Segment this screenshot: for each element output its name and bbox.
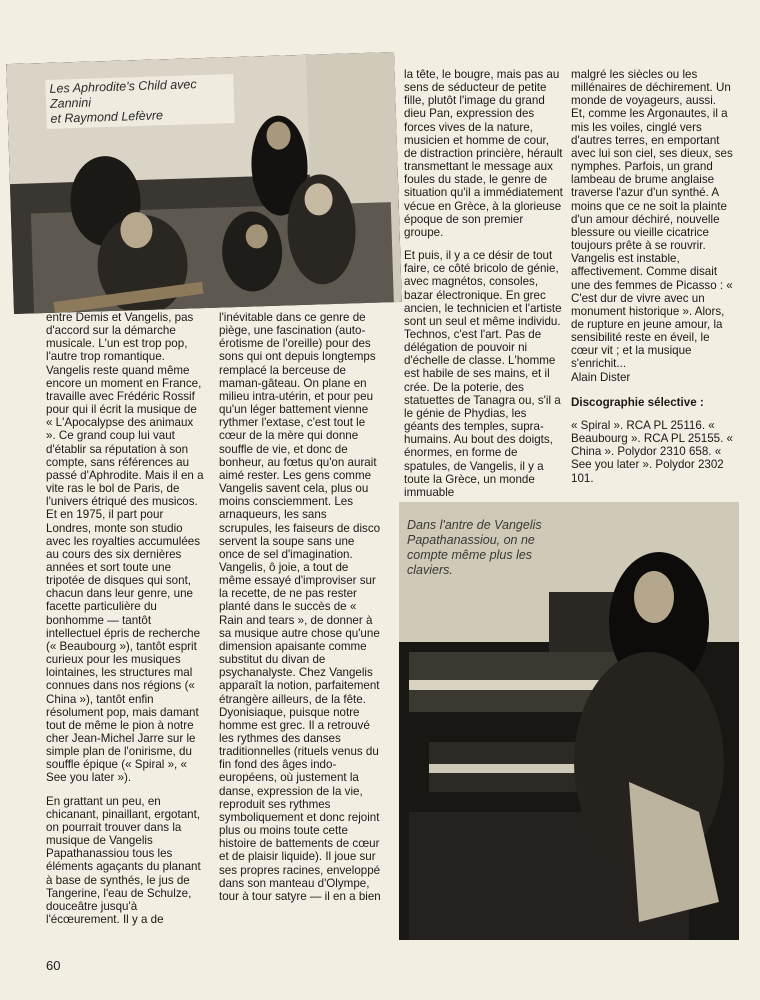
vangelis-photo-caption-line-2: Papathanassiou, on ne: [407, 533, 535, 547]
col4-paragraph-1: malgré les siècles ou les millénaires de déchirement. Un monde de voyageurs, aussi. Et, comme les Argonautes, il a mis les voiles, cinglé vers d'autres terres, en emportant avec lui son ciel, ses dieux, ses nymphes. Parfois, un grand lambeau de brume anglaise traverse l'azur d'un synthé. A moins que ce ne soit la plainte d'un amour déchiré, nouvelle blessure ou vieille cicatrice toujours prête à se rouvrir. Vangelis est instable, affectivement. Comme disait une des femmes de Picasso : « C'est dur de vivre avec un monument historique ». Alors, de rupture en jeune amour, la sensibilité reste en éveil, le cœur vit ; et la musique s'enrichit...: [571, 68, 733, 371]
article-column-3: [404, 68, 564, 499]
article-column-1: [46, 311, 204, 926]
discography-heading: Discographie sélective :: [571, 395, 704, 409]
vangelis-photo-caption-line-4: claviers.: [407, 563, 453, 577]
col2-paragraph-1: l'inévitable dans ce genre de piège, une fascination (auto-érotisme de l'oreille) pour des sons qui ont depuis longtemps remplacé la berceuse de maman-gâteau. On plane en milieu intra-utérin, et pour peu qu'un léger battement vienne rythmer l'extase, c'est tout le cœur de la mère qui donne souffle de vie, et donc de bonheur, au fœtus qu'on aurait aimé rester. Les gens comme Vangelis savent cela, plus ou moins consciemment. Les arnaqueurs, les sans scrupules, les faiseurs de disco servent la soupe sans une once de sel d'imagination. Vangelis, ô joie, a tout de même essayé d'improviser sur la recette, de ne pas rester planté dans le succès de « Rain and tears », de donner à sa musique autre chose qu'une dimension apaisante comme substitut du divan de psychanalyste. Chez Vangelis apparaît la notion, parfaitement étrangère ailleurs, de la fête. Dyonisiaque, puisque notre homme est grec. Il a retrouvé les rythmes des danses traditionnelles (rituels venus du fin fond des âges indo-européens, où justement la danse, expression de la vie, reproduit ses rythmes symboliquement et donc rejoint plus ou moins toute cette histoire de battements de cœur et de plaisir liquide). Il joue sur ses propres racines, enveloppé dans son manteau d'Olympe, tour à tour satyre — il en a bien: [219, 311, 381, 903]
col3-paragraph-2: Et puis, il y a ce désir de tout faire, ce côté bricolo de génie, avec magnétos, consoles, bazar électronique. En grec ancien, le technicien et l'artiste sont un seul et même individu. Technos, c'est l'art. Pas de délégation de pouvoir ni d'échelle de classe. L'homme est habile de ses mains, et il crée. De la poterie, des statuettes de Tanagra ou, s'il a le génie de Phydias, les géants des temples, supra-humains. Au bout des doigts, énormes, en forme de spatules, de Vangelis, il y a toute la Grèce, un monde immuable: [404, 249, 562, 499]
page-number: 60: [46, 958, 61, 973]
col1-paragraph-2: En grattant un peu, en chicanant, pinaillant, ergotant, on pourrait trouver dans la musique de Vangelis Papathanassiou tous les éléments agaçants du planant à base de synthés, le jus de Tangerine, l'eau de Schulze, douceâtre jusqu'à l'écœurement. Il y a de: [46, 794, 201, 927]
vangelis-photo-caption: [407, 518, 567, 578]
band-photo-caption-line-1: Les Aphrodite's Child avec: [49, 77, 197, 96]
band-photo-caption-line-2: Zannini: [49, 95, 92, 111]
article-column-2: [219, 311, 381, 903]
article-column-4: [571, 68, 733, 485]
band-photo-caption-line-3: et Raymond Lefèvre: [50, 108, 164, 126]
col1-paragraph-1: entre Demis et Vangelis, pas d'accord sur la démarche musicale. L'un est trop pop, l'autre trop romantique. Vangelis reste quand même encore un moment en France, travaille avec Frédéric Rossif pour qui il écrit la musique de « L'Apocalypse des animaux ». Ce grand coup lui vaut d'établir sa réputation à son compte, sans références au passé d'Aphrodite. Mais il en a vite ras le bol de Paris, de l'univers étriqué des musicos. Et en 1975, il part pour Londres, monte son studio avec les royalties accumulées au cours des six dernières années et sort toute une tripotée de disques qui sont, chacun dans leur genre, une facette particulière du bonhomme — tantôt intellectuel épris de recherche (« Beaubourg »), tantôt esprit curieux pour les musiques lointaines, les structures mal connues dans nos régions (« China »), tantôt enfin résolument pop, mais damant tout de même le pion à notre cher Jean-Michel Jarre sur le simple plan de l'onirisme, du souffle épique (« Spiral », « See you later »).: [46, 311, 204, 785]
band-photo-caption: [45, 74, 234, 129]
col3-paragraph-1: la tête, le bougre, mais pas au sens de séducteur de petite fille, plutôt l'image du grand dieu Pan, expression des forces vives de la nature, musicien et homme de cour, de distraction princière, hérault transmettant le message aux foules du stade, le genre de situation qu'il a immédiatement vécue en Grèce, à la glorieuse époque de son premier groupe.: [404, 68, 563, 239]
discography-list: « Spiral ». RCA PL 25116. « Beaubourg ». RCA PL 25155. « China ». Polydor 2310 658. « See you later ». Polydor 2302 101.: [571, 418, 734, 485]
author-signature: Alain Dister: [571, 370, 631, 384]
vangelis-photo-caption-line-1: Dans l'antre de Vangelis: [407, 518, 542, 532]
vangelis-photo-caption-line-3: compte même plus les: [407, 548, 533, 562]
